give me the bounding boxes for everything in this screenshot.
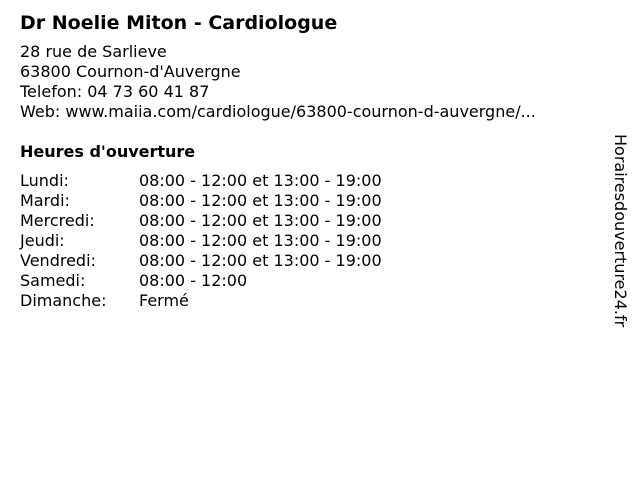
hours-row-friday xyxy=(20,251,610,271)
time-value: 08:00 - 12:00 et 13:00 - 19:00 xyxy=(139,251,382,270)
business-title: Dr Noelie Miton - Cardiologue xyxy=(20,12,338,34)
site-brand-text: Horairesdouverture24.fr xyxy=(611,134,630,328)
time-value: 08:00 - 12:00 et 13:00 - 19:00 xyxy=(139,231,382,250)
time-value: 08:00 - 12:00 xyxy=(139,271,248,290)
address-line-2: 63800 Cournon-d'Auvergne xyxy=(20,62,241,81)
day-label: Dimanche: xyxy=(20,291,107,310)
address-line-1: 28 rue de Sarlieve xyxy=(20,42,167,61)
time-value: 08:00 - 12:00 et 13:00 - 19:00 xyxy=(139,191,382,210)
hours-row-sunday xyxy=(20,291,610,311)
day-label: Jeudi: xyxy=(20,231,65,250)
phone-number[interactable]: Telefon: 04 73 60 41 87 xyxy=(20,82,210,101)
day-label: Vendredi: xyxy=(20,251,96,270)
day-label: Mercredi: xyxy=(20,211,95,230)
business-contact xyxy=(20,42,610,122)
hours-row-thursday xyxy=(20,231,610,251)
day-label: Mardi: xyxy=(20,191,70,210)
site-brand-watermark xyxy=(610,134,630,346)
opening-hours-list xyxy=(20,171,610,311)
day-label: Lundi: xyxy=(20,171,69,190)
hours-row-wednesday xyxy=(20,211,610,231)
hours-row-tuesday xyxy=(20,191,610,211)
opening-hours-heading: Heures d'ouverture xyxy=(20,142,196,161)
hours-row-saturday xyxy=(20,271,610,291)
hours-row-monday xyxy=(20,171,610,191)
day-label: Samedi: xyxy=(20,271,86,290)
time-value: Fermé xyxy=(139,291,189,310)
business-card xyxy=(20,10,610,311)
time-value: 08:00 - 12:00 et 13:00 - 19:00 xyxy=(139,211,382,230)
website-link[interactable]: Web: www.maiia.com/cardiologue/63800-cournon-d-auvergne/... xyxy=(20,102,536,121)
time-value: 08:00 - 12:00 et 13:00 - 19:00 xyxy=(139,171,382,190)
